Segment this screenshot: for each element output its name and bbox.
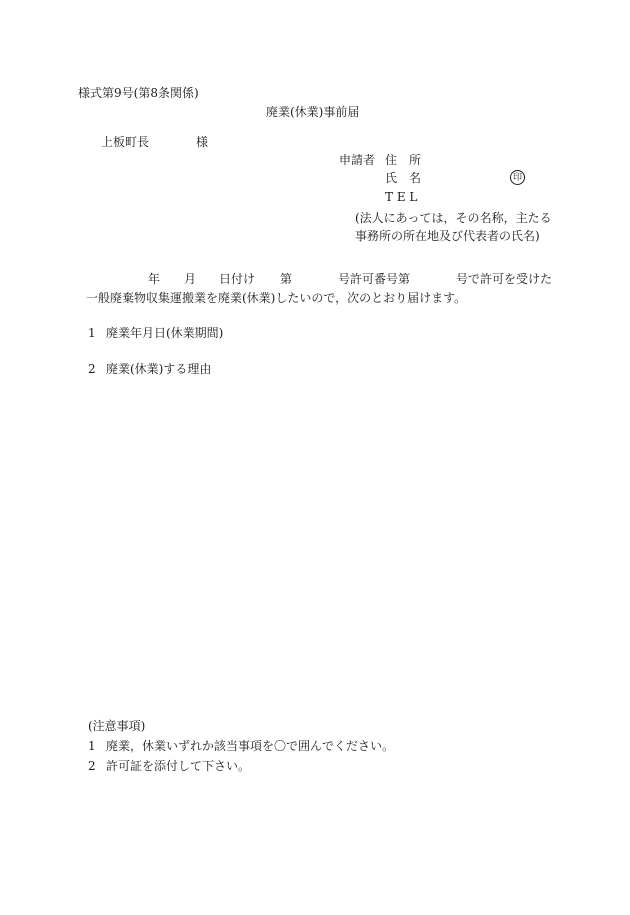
body-number-prefix: 第 [280, 272, 293, 286]
note-2-number: 2 [88, 759, 96, 773]
body-date-year: 年 [148, 272, 161, 286]
note-2-text: 許可証を添付して下さい。 [106, 759, 251, 773]
body-date-month: 月 [184, 272, 197, 286]
body-line2: 一般廃棄物収集運搬業を廃業(休業)したいので，次のとおり届けます。 [86, 291, 467, 305]
body-permit-number: 号許可番号第 [338, 272, 411, 286]
applicant-label: 申請者 [339, 153, 376, 167]
body-permit-suffix: 号で許可を受けた [456, 272, 553, 286]
applicant-note-line2: 事務所の所在地及び代表者の氏名) [355, 229, 540, 243]
item-2-number: 2 [88, 362, 96, 376]
seal-mark: 印 [510, 170, 525, 185]
note-1-text: 廃業，休業いずれか該当事項を〇で囲んでください。 [106, 739, 395, 753]
notes-heading: (注意事項) [88, 719, 146, 733]
applicant-name-label: 氏 名 [385, 171, 422, 185]
applicant-note-line1: (法人にあっては，その名称，主たる [355, 211, 552, 225]
item-1-number: 1 [88, 326, 96, 340]
document-title: 廃業(休業)事前届 [266, 105, 360, 119]
applicant-tel-label: T E L [385, 190, 418, 204]
item-1-label: 廃業年月日(休業期間) [106, 326, 224, 340]
body-date-dated: 日付け [219, 272, 256, 286]
item-2-label: 廃業(休業)する理由 [106, 362, 212, 376]
addressee-name: 上板町長 [101, 135, 150, 149]
addressee-honorific: 様 [196, 135, 209, 149]
note-1-number: 1 [88, 739, 96, 753]
form-number: 様式第9号(第8条関係) [78, 86, 199, 100]
applicant-address-label: 住 所 [385, 153, 422, 167]
